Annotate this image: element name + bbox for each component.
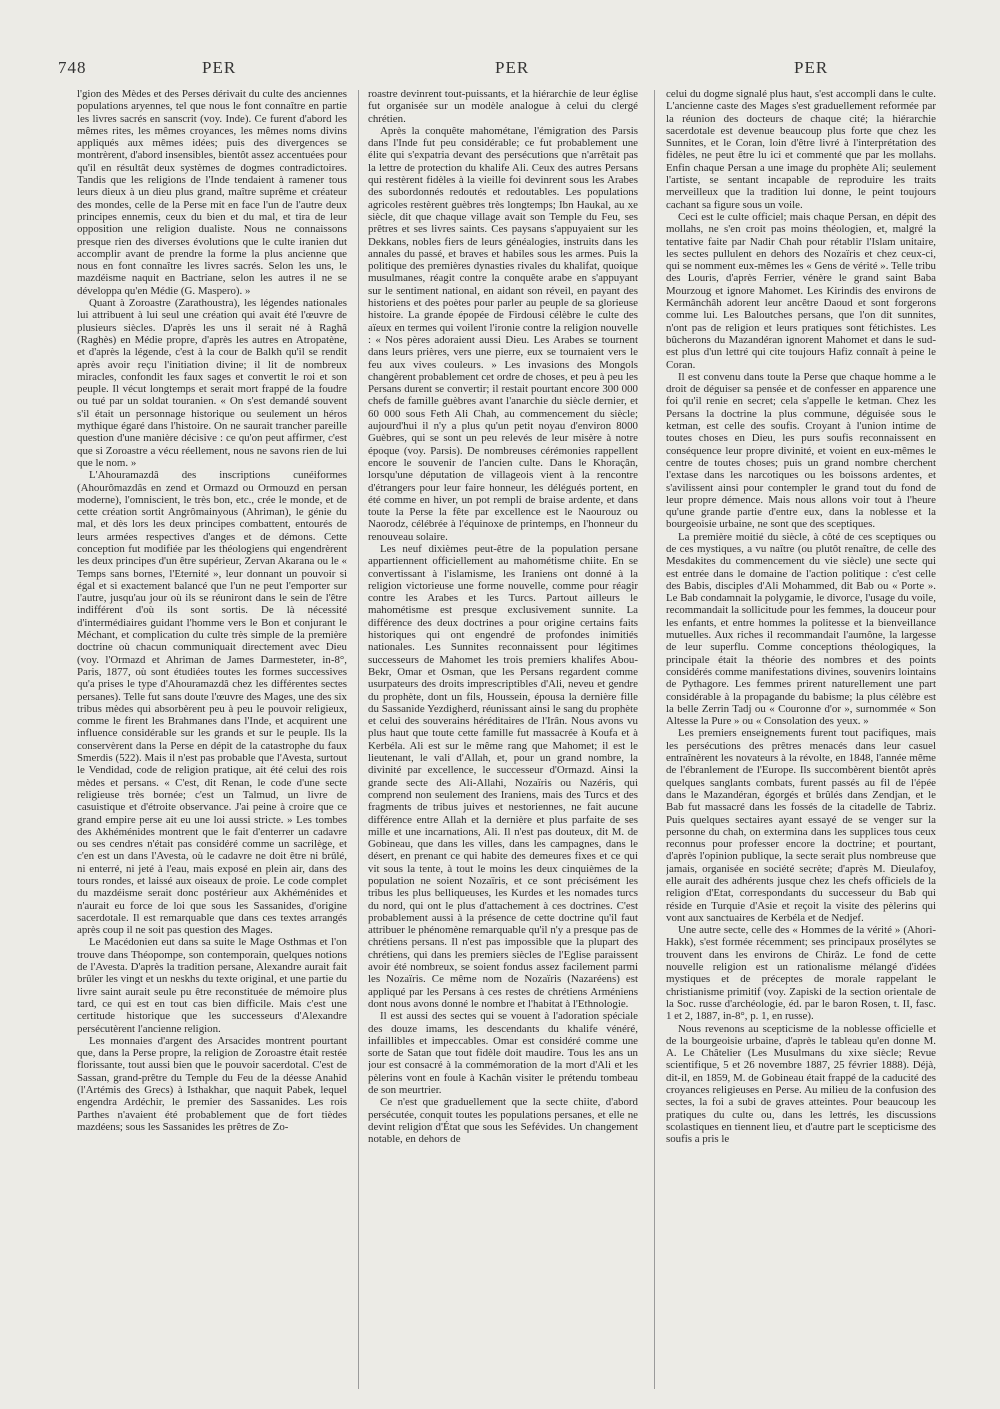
paragraph: Une autre secte, celle des « Hommes de la vérité » (Ahori-Hakk), s'est formée récemment; ses principaux prosélytes se trouvent dans les environs de Chirâz. Le fond de cette nouvelle religion est un rationalisme mélangé d'idées mystiques et de préceptes de morale rappelant le christianisme primitif (voy. Zapiski de la section orientale de la Soc. russe d'archéologie, éd. par le baron Rosen, t. II, fasc. 1 et 2, 1887, in-8°, p. 1, en russe). xyxy=(666,924,936,1023)
paragraph: Après la conquête mahométane, l'émigration des Parsis dans l'Inde fut peu considérable; ce fut probablement une élite qui s'expatria devant des persécutions que n'arrêtait pas la lettre de protection du khalife Ali. Ceux des autres Persans qui restèrent fidèles à la vieille foi devinrent sous les Arabes des subordonnés redoutés et redoutables. Les populations agricoles restèrent guèbres très longtemps; Ibn Haukal, au xe siècle, dit que chaque village avait son Temple du Feu, ses prêtres et ses livres saints. Ces paysans s'appuyaient sur les Dekkans, nobles fiers de leurs généalogies, instruits dans les annales du passé, et braves et habiles sous les armes. Puis la politique des premières dynasties rivales du khalifat, quoique musulmanes, réagit contre la conquête arabe en s'appuyant sur le sentiment national, en aidant son réveil, en payant des historiens et des poètes pour parler au peuple de sa glorieuse histoire. La grande épopée de Firdousi célèbre le culte des aïeux en termes qui voilent l'ironie contre la religion nouvelle : « Nos pères adoraient aussi Dieu. Les Arabes se tournent dans leurs prières, vers une pierre, eux se tournaient vers le feu aux vives couleurs. » Les invasions des Mongols changèrent probablement cet ordre de choses, et peu à peu les Persans durent se convertir; il restait pourtant encore 300 000 chefs de famille guèbres avant l'anarchie du siècle dernier, et 60 000 sous Feth Ali Chah, au commencement du siècle; aujourd'hui il n'y a plus qu'un petit noyau d'environ 8000 Guèbres, qui se sont un peu relevés de leur misère à notre époque (voy. Parsis). De nombreuses cérémonies rappellent encore le souvenir de l'ancien culte. Dans le Khoraçân, lorsqu'une députation de villageois vient à la rencontre d'étrangers pour leur faire honneur, les délégués portent, en été comme en hiver, un pot rempli de braise ardente, et dans toute la Perse la fête par excellence est le Naourouz ou Naorodz, célébrée à l'équinoxe de printemps, en l'honneur du renouveau solaire. xyxy=(368,124,638,543)
paragraph: Il est aussi des sectes qui se vouent à l'adoration spéciale des douze imams, les descendants du khalife vénéré, infaillibles et impeccables. Omar est considéré comme une sorte de Satan que tout fidèle doit maudire. Tous les ans un jour est consacré à la commémoration de la mort d'Ali et les pèlerins vont en foule à Kachân visiter le prétendu tombeau de son meurtrier. xyxy=(368,1010,638,1097)
paragraph: Ce n'est que graduellement que la secte chiite, d'abord persécutée, conquit toutes les populations persanes, et elle ne devint religion d'État que sous les Sefévides. Un changement notable, en dehors de xyxy=(368,1096,638,1146)
page-number: 748 xyxy=(58,58,87,77)
paragraph: l'gion des Mèdes et des Perses dérivait du culte des anciennes populations aryennes, tel que nous le font connaître en partie les livres sacrés en sanscrit (voy. Inde). Ce furent d'abord les mêmes rites, les mêmes croyances, les mêmes noms divins appliqués aux mêmes idées; puis des divergences se montrèrent, d'abord insensibles, bientôt assez accentuées pour qu'il en résultât deux systèmes de dogmes contradictoires. Tandis que les religions de l'Inde tendaient à ramener tous leurs dieux à un dieu plus grand, maître suprême et créateur des mondes, celle de la Perse mit en face l'un de l'autre deux principes ennemis, ceux du bien et du mal, et tira de leur opposition une religion dualiste. Nous ne connaissons presque rien des diverses évolutions que le culte iranien dut accomplir avant de prendre la forme la plus ancienne que nous en font connaître les livres sacrés. Selon les uns, le mazdéisme naquit en Bactriane, selon les autres il ne se développa qu'en Médie (G. Maspero). » xyxy=(77,88,347,297)
paragraph: L'Ahouramazdâ des inscriptions cunéiformes (Ahourômazdâs en zend et Ormazd ou Ormouzd en persan moderne), l'omniscient, le très bon, etc., crée le monde, et de cette création sortit Angrômainyous (Ahriman), le génie du mal, et dès lors les deux principes combattent, entourés de leurs armées respectives d'anges et de démons. Cette conception fut modifiée par les théologiens qui engendrèrent les deux principes d'un être supérieur, Zervan Akarana ou le « Temps sans bornes, l'Eternité », leur donnant un pouvoir si égal et si exactement balancé que l'un ne peut l'emporter sur l'autre, jusqu'au jour où ils se réuniront dans le sein de l'être indifférent d'où ils sont sortis. De là nécessité d'intermédiaires guidant l'homme vers le Bon et conjurant le Méchant, et complication du culte très simple de la première doctrine où chacun communiquait directement avec Dieu (voy. l'Ormazd et Ahriman de James Darmesteter, in-8°, Paris, 1877, où sont étudiées toutes les formes successives qu'a prises le type d'Ahouramazdâ chez les différentes sectes persanes). Telle fut sans doute l'œuvre des Mages, une des six tribus mèdes qui absorbèrent peu à peu le pouvoir religieux, comme le firent les Brahmanes dans l'Inde, et acquirent une influence considérable sur les grands et sur le peuple. Ils la conservèrent dans la Perse en dépit de la catastrophe du faux Smerdis (522). Mais il n'est pas probable que l'Avesta, surtout le Vendidad, code de religion pratique, ait été celui des rois mèdes et persans. « C'est, dit Renan, le code d'une secte religieuse très bornée; c'est un Talmud, un livre de casuistique et d'étroite observance. J'ai peine à croire que ce grand empire perse ait eu une loi aussi stricte. » Les tombes des Akhéménides montrent que le fait d'enterrer un cadavre ou ses cendres n'était pas considéré comme un sacrilège, et c'en est un dans l'Avesta, où le cadavre ne doit être ni brûlé, ni enterré, ni jeté à l'eau, mais exposé en plein air, dans des tours rondes, et laissé aux oiseaux de proie. Le code complet du mazdéisme serait donc postérieur aux Akhéménides et n'aurait eu force de loi que sous les Sassanides, d'origine sacerdotale. Il est remarquable que dans ces textes arrangés après coup il ne soit pas question des Mages. xyxy=(77,469,347,937)
column-divider xyxy=(654,90,655,1389)
running-head-left: PER xyxy=(202,58,237,77)
text-column-2 xyxy=(368,88,638,1388)
paragraph: Nous revenons au scepticisme de la noblesse officielle et de la bourgeoisie urbaine, d'après le tableau qu'en donne M. A. Le Châtelier (Les Musulmans du xixe siècle; Revue scientifique, 5 et 26 novembre 1887, 25 février 1888). Déjà, dit-il, en 1859, M. de Gobineau était frappé de la caducité des croyances religieuses en Perse. Au milieu de la confusion des sectes, la foi a subi de graves atteintes. Pour beaucoup les pratiques du culte ou, dans les lettrés, les discussions scolastiques en tiennent lieu, et d'autre part le scepticisme des soufis a pris le xyxy=(666,1022,936,1146)
text-column-3 xyxy=(666,88,936,1388)
paragraph: Il est convenu dans toute la Perse que chaque homme a le droit de déguiser sa pensée et de confesser en apparence une foi qu'il renie en secret; cela s'appelle le ketman. Chez les Persans la doctrine la plus commune, déguisée sous le ketman, est celle des soufis. Croyant à l'union intime de toutes choses en Dieu, les purs soufis reconnaissent en conséquence leur propre divinité, et voient en eux-mêmes le centre de toutes choses; puis un grand nombre cherchent l'extase dans les narcotiques ou les boissons ardentes, et s'avilissent ainsi pour contempler le grand tout du fond de leur propre démence. Mais nous allons voir tout à l'heure qu'une grande partie d'entre eux, dans la noblesse et la bourgeoisie urbaine, ne sont que des sceptiques. xyxy=(666,370,936,531)
paragraph: Ceci est le culte officiel; mais chaque Persan, en dépit des mollahs, ne s'en croit pas moins théologien, et, malgré la tentative faite par Nadir Chah pour rétablir l'Islam unitaire, les sectes pullulent en dehors des Nozaïris et chez ceux-ci, qui se nomment eux-mêmes les « Gens de vérité ». Telle tribu des Louris, d'après Ferrier, vénère le grand saint Baba Mourzoug et ignore Mahomet. Les Kirindis des environs de Kermânchâh adorent leur ancêtre Daoud et sont forgerons comme lui. Les Baloutches persans, que l'on dit sunnites, n'ont pas de religion et leurs pratiques sont fétichistes. Les bûcherons du Mazandéran ignorent Mahomet et dans le sud-est plus d'un lettré qui cite toujours Hafiz connaît à peine le Coran. xyxy=(666,210,936,371)
paragraph: Quant à Zoroastre (Zarathoustra), les légendes nationales lui attribuent à lui seul une création qui avait été l'œuvre de plusieurs siècles. D'après les uns il serait né à Raghâ (Raghès) en Médie propre, d'après les autres en Atropatène, et d'après la légende, c'est à la cour de Balkh qu'il se rendit après avoir reçu l'initiation divine; il lit de nombreux miracles, confondit les faux sages et convertit le roi et son peuple. Il vécut longtemps et serait mort frappé de la foudre ou tué par un soldat touranien. « On s'est demandé souvent s'il était un personnage historique ou seulement un héros mythique égaré dans l'histoire. On ne saurait trancher pareille question d'une manière décisive : ce qu'on peut affirmer, c'est que si Zoroastre a vécu réellement, nous ne savons rien de lui que le nom. » xyxy=(77,297,347,469)
paragraph: Les neuf dixièmes peut-être de la population persane appartiennent officiellement au mahométisme chiite. En se convertissant à l'islamisme, les Iraniens ont donné à la religion victorieuse une forme nouvelle, comme pour réagir contre les Arabes et les Turcs. Partout ailleurs le mahométisme est presque exclusivement sunnite. La différence des deux doctrines a pour origine certains faits historiques qui ont engendré de profondes inimitiés nationales. Les Sunnites reconnaissent pour légitimes successeurs de Mahomet les trois premiers khalifes Abou-Bekr, Omar et Osman, que les Persans regardent comme usurpateurs des droits imprescriptibles d'Ali, neveu et gendre du prophète, dont un fils, Houssein, épousa la dernière fille du Sassanide Yezdigherd, réunissant ainsi le sang du prophète et celui des souverains héréditaires de l'Irân. Nous avons vu plus haut que toute cette famille fut massacrée à Koufa et à Kerbéla. Ali est sur le même rang que Mahomet; il est le lieutenant, le vali d'Allah, et, pour un grand nombre, la divinité par excellence, le successeur d'Ormazd. Ainsi la grande secte des Ali-Allahi, Nozaïris ou Nazéris, qui comprend non seulement des Iraniens, mais des Turcs et des fragments de tribus juives et nestoriennes, ne fait aucune différence entre Allah et la dernière et plus parfaite de ses mille et une incarnations, Ali. Il n'est pas douteux, dit M. de Gobineau, que dans les villes, dans les campagnes, dans le désert, en prenant ce qui habite des demeures fixes et ce qui vit sous la tente, à tout le moins les deux cinquièmes de la population ne soient Nozaïris, et ce sont précisément les tribus les plus belliqueuses, les Kurdes et les nomades turcs du nord, qui ont le plus d'attachement à ces doctrines. C'est probablement aussi à la présence de cette doctrine qu'il faut attribuer le phénomène remarquable qu'il n'y a presque pas de chrétiens persans. Il n'est pas impossible que la plupart des chrétiens, qui dans les premiers siècles de l'Eglise paraissent avoir été nombreux, se soient fondus assez facilement parmi les Nozaïris. Ce même nom de Nozaïris (Nazaréens) est appliqué par les Persans à ces restes de chrétiens Arméniens dont nous avons donné le nombre et l'habitat à l'Ethnologie. xyxy=(368,542,638,1010)
paragraph: Le Macédonien eut dans sa suite le Mage Osthmas et l'on trouve dans Théopompe, son contemporain, quelques notions de l'Avesta. D'après la tradition persane, Alexandre aurait fait brûler les vingt et un neskhs du texte original, et une partie du livre saint aurait seule pu être reconstituée de mémoire plus tard, ce qui est en tout cas bien difficile. Mais c'est une certitude historique que les successeurs d'Alexandre persécutèrent l'ancienne religion. xyxy=(77,936,347,1035)
paragraph: roastre devinrent tout-puissants, et la hiérarchie de leur église fut organisée sur un modèle analogue à celui du clergé chrétien. xyxy=(368,88,638,125)
running-head-center: PER xyxy=(495,58,530,77)
text-column-1 xyxy=(77,88,347,1388)
paragraph: Les monnaies d'argent des Arsacides montrent pourtant que, dans la Perse propre, la religion de Zoroastre était restée florissante, tout aussi bien que le pouvoir sacerdotal. C'est de Sassan, grand-prêtre du Temple du Feu de la déesse Anahid (l'Artémis des Grecs) à Isthakhar, que naquit Pabek, lequel engendra Ardéchir, le premier des Sassanides. Les rois Parthes n'avaient été probablement que de fort tièdes mazdéens; sous les Sassanides les prêtres de Zo- xyxy=(77,1034,347,1133)
paragraph: La première moitié du siècle, à côté de ces sceptiques ou de ces mystiques, a vu naître (ou plutôt renaître, de celle des Mesdakites du commencement du vie siècle) une secte qui est entrée dans le domaine de l'action politique : c'est celle des Babis, disciples d'Ali Mohammed, dit Bab ou « Porte ». Le Bab condamnait la polygamie, le divorce, l'usage du voile, recommandait la sollicitude pour les femmes, la douceur pour les enfants, et entre hommes la politesse et la bienveillance mutuelles. Aux riches il recommandait l'aumône, la largesse de leur superflu. Comme conceptions théologiques, la principale était la théorie des nombres et des points considérés comme manifestations divines, souvenirs lointains de Pythagore. Les femmes prirent naturellement une part considérable à la propagande du babisme; la plus célèbre est la belle Zerrin Tadj ou « Couronne d'or », surnommée « Son Altesse la Pure » ou « Consolation des yeux. » xyxy=(666,530,936,728)
paragraph: celui du dogme signalé plus haut, s'est accompli dans le culte. L'ancienne caste des Mages s'est graduellement reformée par la réunion des docteurs de chaque cité; la hiérarchie sacerdotale est devenue beaucoup plus forte que chez les Sunnites, et le Coran, loin d'être livré à l'interprétation des fidèles, ne peut être lu ici et commenté que par les mollahs. Enfin chaque Persan a une image du prophète Ali; seulement l'artiste, se sentant incapable de reproduire les traits merveilleux que la tradition lui donne, le peint toujours cachant sa figure sous un voile. xyxy=(666,88,936,211)
running-head-right: PER xyxy=(794,58,829,77)
paragraph: Les premiers enseignements furent tout pacifiques, mais les persécutions des prêtres menacés dans leur casuel entraînèrent les novateurs à la révolte, en 1848, l'année même de l'ébranlement de l'Europe. Ils succombèrent bientôt après quelques sanglants combats, furent passés au fil de l'épée dans le Mazandéran, égorgés et brûlés dans Zendjan, et le Bab fut massacré dans les fossés de la citadelle de Tabriz. Puis quelques sectaires ayant essayé de se venger sur la personne du chah, on extermina dans les supplices tous ceux reconnus pour professer encore la doctrine; et pourtant, d'après l'opinion publique, la secte serait plus nombreuse que jamais, organisée en société secrète; d'après M. Dieulafoy, elle aurait des adhérents jusque chez les chefs officiels de la religion d'Etat, correspondants du successeur du Bab qui réside en Turquie d'Asie et reçoit la visite des pèlerins qui vont aux sanctuaires de Kerbéla et de Nedjef. xyxy=(666,727,936,924)
column-divider xyxy=(358,90,359,1389)
